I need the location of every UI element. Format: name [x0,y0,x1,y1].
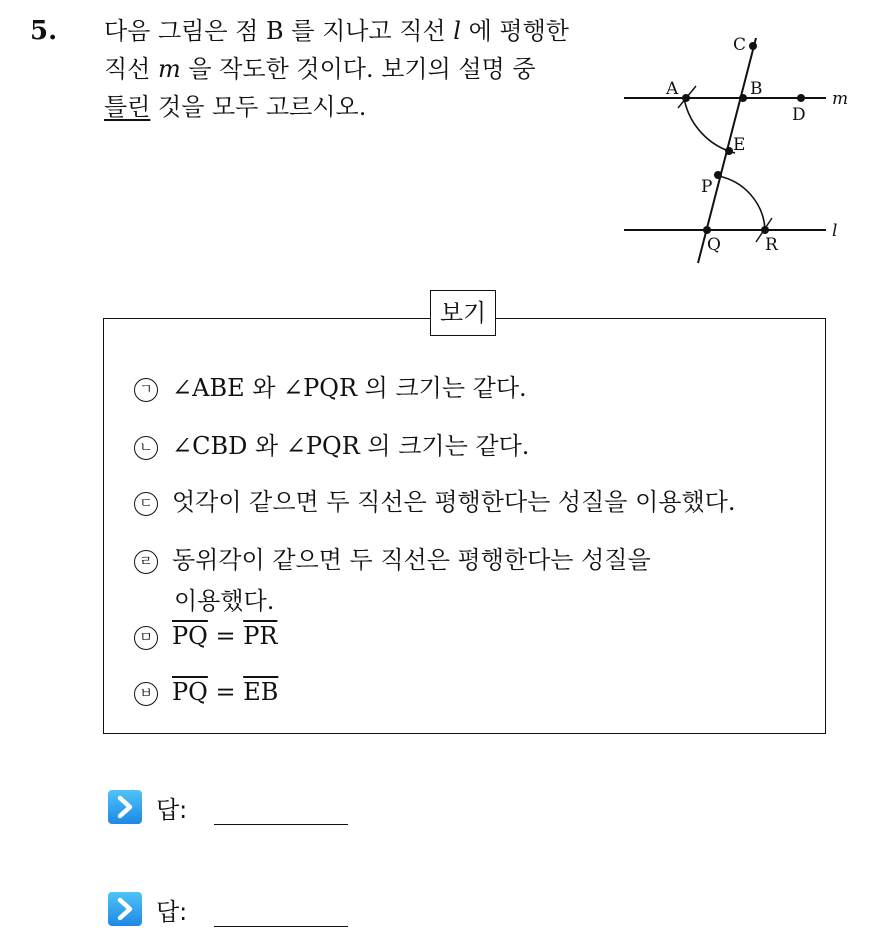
answer-blank[interactable] [214,926,348,927]
option-text-2: ∠CBD 와 ∠PQR 의 크기는 같다. [172,432,530,460]
question-line-3: 틀린 것을 모두 고르시오. [104,93,367,121]
label-l: l [832,221,838,241]
option-marker-3: ㄷ [134,492,158,516]
label-b: B [750,79,763,99]
option-text-3: 엇각이 같으면 두 직선은 평행한다는 성질을 이용했다. [172,488,736,516]
point-b [739,94,747,102]
label-d: D [792,105,806,125]
segment-pr: $\overline{PR}$ [243,622,278,650]
option-item-6 [134,678,278,706]
equals-sign: = [207,678,244,706]
chevron-right-icon [108,892,142,926]
point-r [761,226,769,234]
point-q [703,226,711,234]
option-text-1: ∠ABE 와 ∠PQR 의 크기는 같다. [172,374,527,402]
question-number: 5. [30,16,58,46]
question-line-2: 직선 m 을 작도한 것이다. 보기의 설명 중 [104,55,536,83]
option-marker-4: ㄹ [134,550,158,574]
label-p: P [701,177,713,197]
construction-figure [616,20,856,272]
answer-label: 답: [156,796,188,824]
answer-label: 답: [156,898,188,926]
segment-eb: $\overline{EB}$ [243,678,279,706]
point-c [749,42,757,50]
construction-diagram [616,20,856,272]
label-m: m [832,89,849,109]
question-text [104,12,604,126]
segment-pq: $\overline{PQ}$ [172,678,208,706]
option-item-3 [134,482,735,517]
label-e: E [733,135,746,155]
option-item-4 [134,540,651,616]
label-q: Q [707,235,721,255]
answer-blank[interactable] [214,824,348,825]
option-text-4: 동위각이 같으면 두 직선은 평행한다는 성질을 [172,546,651,574]
segment-pq: $\overline{PQ}$ [172,622,208,650]
label-r: R [765,235,778,255]
point-p [714,171,722,179]
option-item-5 [134,622,277,650]
option-marker-1: ㄱ [134,378,158,402]
option-marker-5: ㅁ [134,626,158,650]
example-box-title: 보기 [430,290,496,336]
point-a [682,94,690,102]
option-item-1 [134,368,527,403]
question-line-1: 다음 그림은 점 B 를 지나고 직선 l 에 평행한 [104,17,569,45]
label-c: C [733,35,747,55]
label-a: A [666,79,679,99]
option-marker-6: ㅂ [134,682,158,706]
option-item-2 [134,426,529,461]
chevron-right-icon [108,790,142,824]
point-e [725,147,733,155]
point-d [797,94,805,102]
arc-ae [684,98,735,153]
underlined-word: 틀린 [104,93,151,121]
equals-sign: = [207,622,244,650]
option-text-4-cont: 이용했다. [174,587,275,615]
arc-pr [718,176,765,229]
option-marker-2: ㄴ [134,436,158,460]
